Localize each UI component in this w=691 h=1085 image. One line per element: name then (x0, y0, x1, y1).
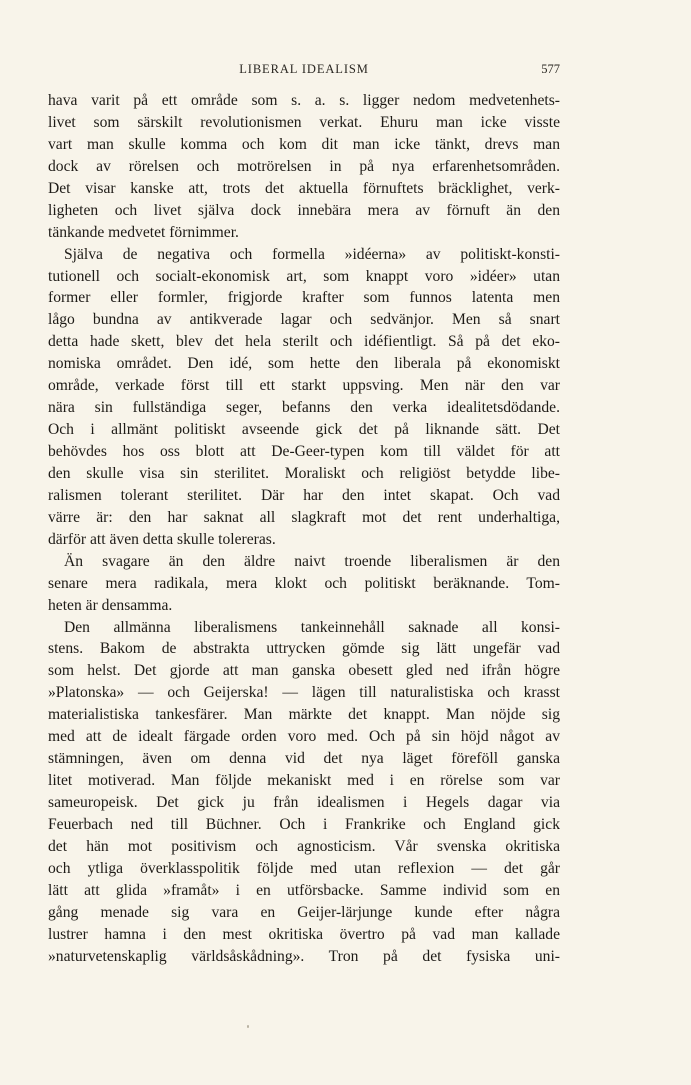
text-line: Själva de negativa och formella »idéerna» av politiskt-konsti- (64, 245, 560, 263)
text-line: som helst. Det gjorde att man ganska obesett gled ned ifrån högre (48, 662, 560, 680)
text-line: »Platonska» — och Geijerska! — lägen till naturalistiska och krasst (48, 684, 560, 702)
text-line: ralismen tolerant sterilitet. Där har den intet skapat. Och vad (48, 486, 560, 504)
text-line: senare mera radikala, mera klokt och politiskt beräknande. Tom- (48, 574, 560, 592)
text-line: stämningen, även om denna vid det nya läget föreföll ganska (48, 750, 560, 768)
text-line: vart man skulle komma och kom dit man icke tänkt, drevs man (48, 135, 560, 153)
text-line: Det visar kanske att, trots det aktuella förnuftets bräcklighet, verk- (48, 179, 560, 197)
text-line: sameuropeisk. Det gick ju från idealismen i Hegels dagar via (48, 794, 560, 811)
text-line: Än svagare än den äldre naivt troende liberalismen är den (64, 552, 560, 570)
text-line: den skulle visa sin sterilitet. Moraliskt och religiöst betydde libe- (48, 464, 560, 482)
body-text (48, 90, 560, 968)
text-line: därför att även detta skulle tolereras. (48, 530, 276, 548)
text-line: »naturvetenskaplig världsåskådning». Tron på det fysiska uni- (48, 947, 560, 965)
text-line: behövdes hos oss blott att De-Geer-typen kom till väldet för att (48, 443, 560, 460)
paper-speck (247, 1025, 249, 1028)
text-line: tänkande medvetet förnimmer. (48, 223, 239, 241)
text-line: former eller formler, frigjorde krafter som funnos latenta men (48, 289, 560, 307)
text-line: och ytliga överklasspolitik följde med utan reflexion — det går (48, 859, 560, 877)
text-line: gång menade sig vara en Geijer-lärjunge kunde efter några (48, 903, 560, 921)
text-line: Den allmänna liberalismens tankeinnehåll saknade all konsi- (64, 618, 560, 636)
text-line: litet motiverad. Man följde mekaniskt med i en rörelse som var (48, 772, 560, 790)
running-head: LIBERAL IDEALISM (239, 62, 369, 76)
text-line: ligheten och livet själva dock innebära mera av förnuft än den (48, 201, 560, 219)
text-line: värre är: den har saknat all slagkraft mot det rent underhaltiga, (48, 508, 560, 526)
text-line: nomiska området. Den idé, som hette den liberala på ekonomiskt (48, 355, 560, 373)
text-line: lågo bundna av antikverade lagar och sedvänjor. Men så snart (48, 311, 560, 329)
text-line: med att de idealt färgade orden voro med. Och på sin höjd något av (48, 728, 560, 746)
text-line: Och i allmänt politiskt avseende gick det på liknande sätt. Det (48, 421, 560, 439)
text-line: lustrer hamna i den mest okritiska övertro på vad man kallade (48, 925, 560, 943)
text-line: område, verkade först till ett starkt uppsving. Men när den var (48, 377, 560, 395)
text-line: livet som särskilt revolutionismen verkat. Ehuru man icke visste (48, 113, 560, 131)
text-line: heten är densamma. (48, 596, 173, 614)
text-line: tutionell och socialt-ekonomisk art, som knappt voro »idéer» utan (48, 267, 560, 285)
text-line: Feuerbach ned till Büchner. Och i Frankrike och England gick (48, 815, 560, 833)
text-line: hava varit på ett område som s. a. s. ligger nedom medvetenhets- (48, 92, 560, 109)
text-line: dock av rörelsen och motrörelsen in på nya erfarenhetsområden. (48, 157, 560, 175)
text-line: lätt att glida »framåt» i en utförsbacke. Samme individ som en (48, 881, 560, 899)
text-line: nära sin fullständiga seger, befanns den verka idealitetsdödande. (48, 399, 560, 417)
text-line: detta hade skett, blev det hela sterilt och idéfientligt. Så på det eko- (48, 333, 560, 351)
page-number: 577 (541, 62, 560, 76)
text-line: stens. Bakom de abstrakta uttrycken gömde sig lätt ungefär vad (48, 640, 560, 658)
page-header (48, 62, 560, 80)
text-line: det hän mot positivism och agnosticism. Vår svenska okritiska (48, 837, 560, 855)
text-line: materialistiska tankesfärer. Man märkte det knappt. Man nöjde sig (48, 706, 560, 724)
